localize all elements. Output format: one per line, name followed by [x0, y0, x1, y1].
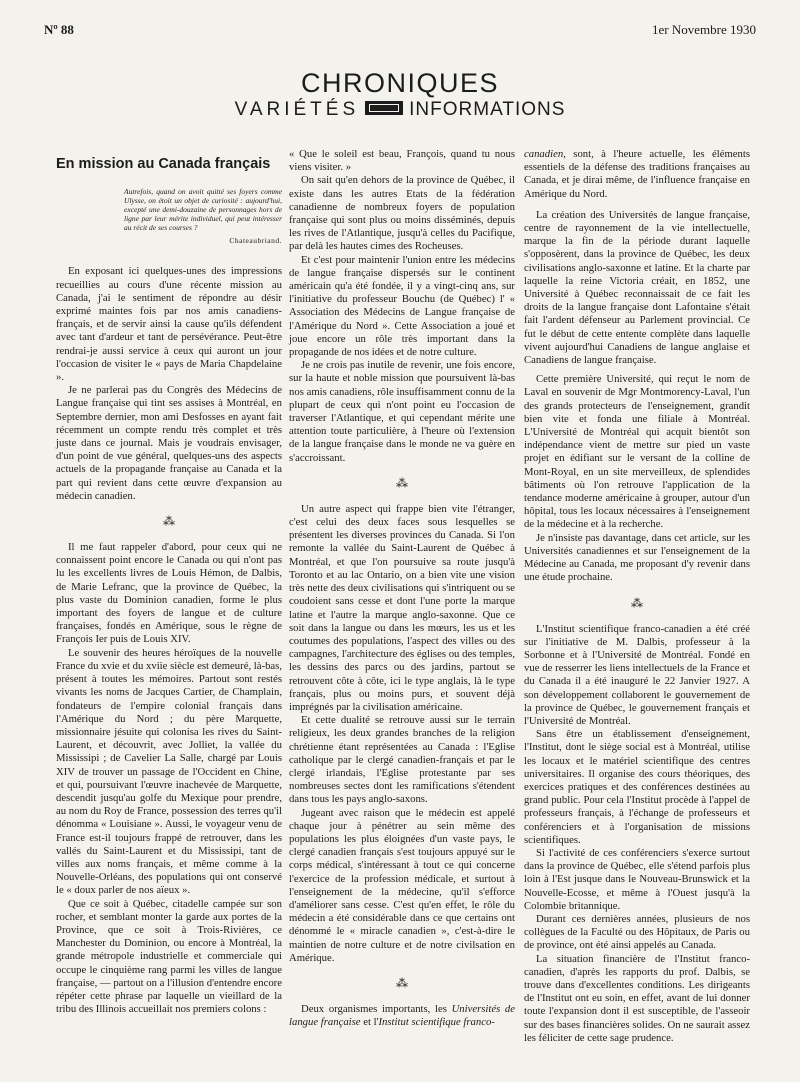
paragraph: Il me faut rappeler d'abord, pour ceux qui ne connaissent point encore le Canada ou qui n'ont pas lu les excellents livres de Louis Hémon, de Dalbis, de Marie Lefranc, que la province de Québec, la plus vaste du Dominion canadien, forme le plus important des foyers de langue et de culture françaises, fondés en Amérique, sous le règne de François Ier puis de Louis XIV.: [56, 541, 282, 646]
epigraph: Autrefois, quand on avoit quitté ses foyers comme Ulysse, on étoit un objet de curiosité : aujourd'hui, excepté une demi-douzaine de personnages hors de ligne par leur mérite individuel, qui peut intéresser au récit de ses courses ?: [124, 187, 282, 233]
page-number: Nº 88: [44, 22, 74, 37]
issue-date: 1er Novembre 1930: [652, 22, 756, 37]
paragraph: Que ce soit à Québec, citadelle campée sur son rocher, et semblant monter la garde aux portes de la Province, que ce soit à Trois-Rivières, ce Manchester du Dominion, ou encore à Montréal, la grande métropole industrielle et commerciale qui occupe le cinquième rang parmi les villes de langue française, — partout on a l'illusion d'entendre encore répéter cette phrase par laquelle un vieillard de la tribu des Illinois accueillait nos premiers colons :: [56, 897, 282, 1016]
paragraph: Durant ces dernières années, plusieurs de nos collègues de la Faculté ou des Hôpitaux, de Paris ou de province, ont été ainsi appelés au Canada.: [524, 912, 750, 952]
paragraph: Jugeant avec raison que le médecin est appelé chaque jour à pénétrer au sein même des populations les plus éloignées d'un vaste pays, le clergé canadien français s'est toujours appuyé sur le corps médical, s'intéressant à tout ce qui concerne l'exercice de la profession médicale, et surtout à l'enseignement de la médecine, qu'il s'efforce d'améliorer sans cesse. C'est qu'en effet, le rôle du médecin a été considérable dans ce que certains ont dénommé le « miracle canadien », c'est-à-dire le maintien de notre culture et de notre civilsation en Amérique.: [289, 806, 515, 964]
paragraph: Et c'est pour maintenir l'union entre les médecins de langue française dispersés sur le continent américain qu'a été fondée, il y a vingt-cinq ans, sur l'initiative du professeur Bouchu (de Québec) l' « Association des Médecins de Langue française de l'Amérique du Nord ». Cette Association a joué et joue encore un rôle très important dans la propagande de nos idées et de notre culture.: [289, 253, 515, 359]
paragraph: La situation financière de l'Institut franco-canadien, d'après les rapports du prof. Dalbis, se trouve dans d'excellentes conditions. Les dirigeants de l'Institut ont eu soin, en effet, avant de lui donner toute l'expansion dont il est susceptible, de l'asseoir sur des bases financières solides. On ne saurait assez les féliciter de cette sage prudence.: [524, 952, 750, 1044]
paragraph: Je n'insiste pas davantage, dans cet article, sur les Universités canadiennes et sur l'enseignement de la Médecine au Canada, me proposant d'y revenir dans une étude prochaine.: [524, 531, 750, 584]
column-3: [524, 148, 750, 1045]
asterism-separator: ⁂: [396, 475, 408, 490]
text-run: et l': [360, 1016, 379, 1029]
paragraph: « Que le soleil est beau, François, quand tu nous viens visiter. »: [289, 148, 515, 174]
paragraph: Le souvenir des heures héroïques de la nouvelle France du xvie et du xviie siècle est demeuré, là-bas, présent à toutes les mémoires. Partout sont restés vivants les noms de Jacques Cartier, de Champlain, fondateurs de l'empire colonial français dans l'Amérique du Nord ; du père Marquette, missionnaire jésuite qui colonisa les rives du Saint-Laurent, et découvrit, avec Jolliet, la vallée du Mississipi ; de Cavelier La Salle, chargé par Louis XIV de trouver un passage de l'Occident en Chine, et qui, poursuivant l'œuvre inachevée de Marquette, descendit jusqu'au golfe du Mexique pour prendre, au nom du Roy de France, possession des terres qu'il dénomma « Louisiane ». Aussi, le voyageur venu de France est-il toujours frappé de retrouver, dans les vallés du Saint-Laurent et du Mississipi, tant de villes aux noms français, et même comme à la Nouvelle-Orléans, des populations qui ont conservé le « doux parler de nos aïeux ».: [56, 646, 282, 897]
paragraph: [289, 1003, 515, 1029]
paragraph: Je ne crois pas inutile de revenir, une fois encore, sur la haute et noble mission que poursuivent là-bas nos amis canadiens, rôle insuffisamment connu de la plupart de ceux qui n'ont point eu l'occasion de traverser l'Atlantique, et qui cependant mérite une attention toute particulière, à l'heure où l'extension de la langue française dans le monde ne va guère en s'accroissant.: [289, 359, 515, 464]
column-2: [289, 148, 515, 1029]
paragraph: L'Institut scientifique franco-canadien a été créé sur l'initiative de M. Dalbis, professeur à la Sorbonne et à l'Université de Montréal. Fondé en vue de resserrer les liens intellectuels de la France et du Canada il a été inauguré le 22 Janvier 1927. A son développement collaborent le gouvernement de la province de Québec, le gouvernement français et l'Université de Montréal.: [524, 622, 750, 727]
paragraph: [524, 148, 750, 201]
text-run: , sont, à l'heure actuelle, les éléments essentiels de la défense des traditions françaises au Canada, et je dirai même, de l'influence française en Amérique du Nord.: [524, 148, 750, 200]
subtitle-varietes: VARIÉTÉS: [234, 99, 360, 120]
section-title: CHRONIQUES: [300, 68, 499, 98]
masthead-emblem-icon: [365, 101, 403, 115]
paragraph: La création des Universités de langue française, centre de rayonnement de la vie intellectuelle, marque la fin de la période durant laquelle s'opposèrent, dans la province de Québec, les deux civilisations anglo-saxonne et latine. Et la charte par laquelle la reine Victoria créait, en 1852, une Université à Québec reconnaissait de ce fait les droits de la langue française dont Lafontaine s'était fait l'ardent défenseur au Parlement provincial. Ce fut le début de cette entente complète dans laquelle vivent aujourd'hui Canadiens de langue anglaise et Canadiens de langue française.: [524, 208, 750, 367]
paragraph: Je ne parlerai pas du Congrès des Médecins de Langue française qui tint ses assises à Montréal, en Septembre dernier, mon ami Desfosses en ayant fait récemment un compte rendu très complet et très juste dans ce journal. Mais je voudrais envisager, d'un point de vue général, quelques-uns des aspects actuels de la propagande française au Canada et la part qui revient dans cette œuvre d'expansion au médecin canadien.: [56, 384, 282, 502]
asterism-separator: ⁂: [631, 595, 643, 610]
paragraph: Un autre aspect qui frappe bien vite l'étranger, c'est celui des deux faces sous lesquelles se présentent les diverses provinces du Canada. Si l'on remonte la vallée du Saint-Laurent de Québec à Montréal, et que l'on poursuive sa route jusqu'à Toronto et au lac Ontario, on a bien vite une vision très nette des deux civilisations qui s'intriquent ou se coudoient sans cesse et dont l'une porte la marque latine et l'autre la marque anglo-saxonne. Que ce soit dans la langue ou dans les mœurs, les us et les coutumes des populations, l'aspect des villes ou des campagnes, l'architecture des églises ou des temples, les dessins des parcs ou des jardins, partout se retrouvent côte à côte, ici le type anglais, là le type français, plus ou moins purs, et souvent déjà imprégnés par la civilisation américaine.: [289, 502, 515, 713]
paragraph: On sait qu'en dehors de la province de Québec, il existe dans les autres Etats de la fédération canadienne de nombreux foyers de population française qui sont plus ou moins disséminés, depuis les rives de l'Atlantique, jusqu'à celles du Pacifique, par delà les hautes cimes des Rocheuses.: [289, 174, 515, 253]
text-run: Deux organismes importants, les: [301, 1002, 452, 1015]
paragraph: Cette première Université, qui reçut le nom de Laval en souvenir de Mgr Montmorency-Laval, l'un des grands protecteurs de l'enseignement, grandit bien vite et fonda une filiale à Montréal. L'Université de Montréal qui acquit bientôt son indépendance vient de mettre sur pied un vaste projet en édifiant sur le versant de la colline de Mont-Royal, en un site merveilleux, de splendides bâtiments où l'on retrouve l'application de la tendance moderne américaine à grouper, autour d'un hôpital, tous les locaux nécessaires à l'enseignement de la médecine et à la recherche.: [524, 373, 750, 531]
paragraph: Si l'activité de ces conférenciers s'exerce surtout dans la province de Québec, elle s'étend parfois plus loin à l'Est jusque dans le Nouveau-Brunswick et la Nouvelle-Ecosse, et même à l'Ouest jusqu'à la Colombie britannique.: [524, 846, 750, 912]
paragraph: Sans être un établissement d'enseignement, l'Institut, dont le siège social est à Montréal, utilise les locaux et le matériel scientifique des centres universitaires. Il organise des cours théoriques, des exercices pratiques et des conférences destinées au grand public. Pour cela l'Institut procède à l'appel de professeurs français, à l'échange de professeurs et conférenciers et à l'organisation de missions scientifiques.: [524, 728, 750, 846]
subtitle-informations: INFORMATIONS: [409, 99, 566, 120]
italic-text: Institut scientifique franco-: [378, 1016, 495, 1029]
paragraph: Et cette dualité se retrouve aussi sur le terrain religieux, les deux grandes branches de la religion chrétienne étant représentées au Canada : l'Eglise catholique par le clergé canadien-français et par le clergé irlandais, l'Eglise protestante par ses nombreuses sectes dont les ramifications s'étendent dans tous les pays anglo-saxons.: [289, 714, 515, 806]
italic-text: Universités de langue française: [289, 1002, 515, 1029]
epigraph-author: Chateaubriand.: [229, 236, 282, 246]
paragraph: En exposant ici quelques-unes des impressions recueillies au cours d'une récente mission au Canada, j'ai le sentiment de répondre au désir exprimé maintes fois par nos amis canadiens-français, et de servir ainsi la cause qu'ils défendent avec tant d'ardeur et tant de persévérance. Peut-être rendrai-je aussi service à ceux qui auront un jour l'occasion de visiter le « pays de Maria Chapdelaine ».: [56, 265, 282, 384]
section-subtitle: [0, 99, 800, 121]
column-1: [56, 148, 282, 1016]
italic-text: canadien: [524, 148, 564, 160]
asterism-separator: ⁂: [163, 514, 175, 529]
asterism-separator: ⁂: [396, 975, 408, 990]
article-title: En mission au Canada français: [56, 156, 271, 172]
